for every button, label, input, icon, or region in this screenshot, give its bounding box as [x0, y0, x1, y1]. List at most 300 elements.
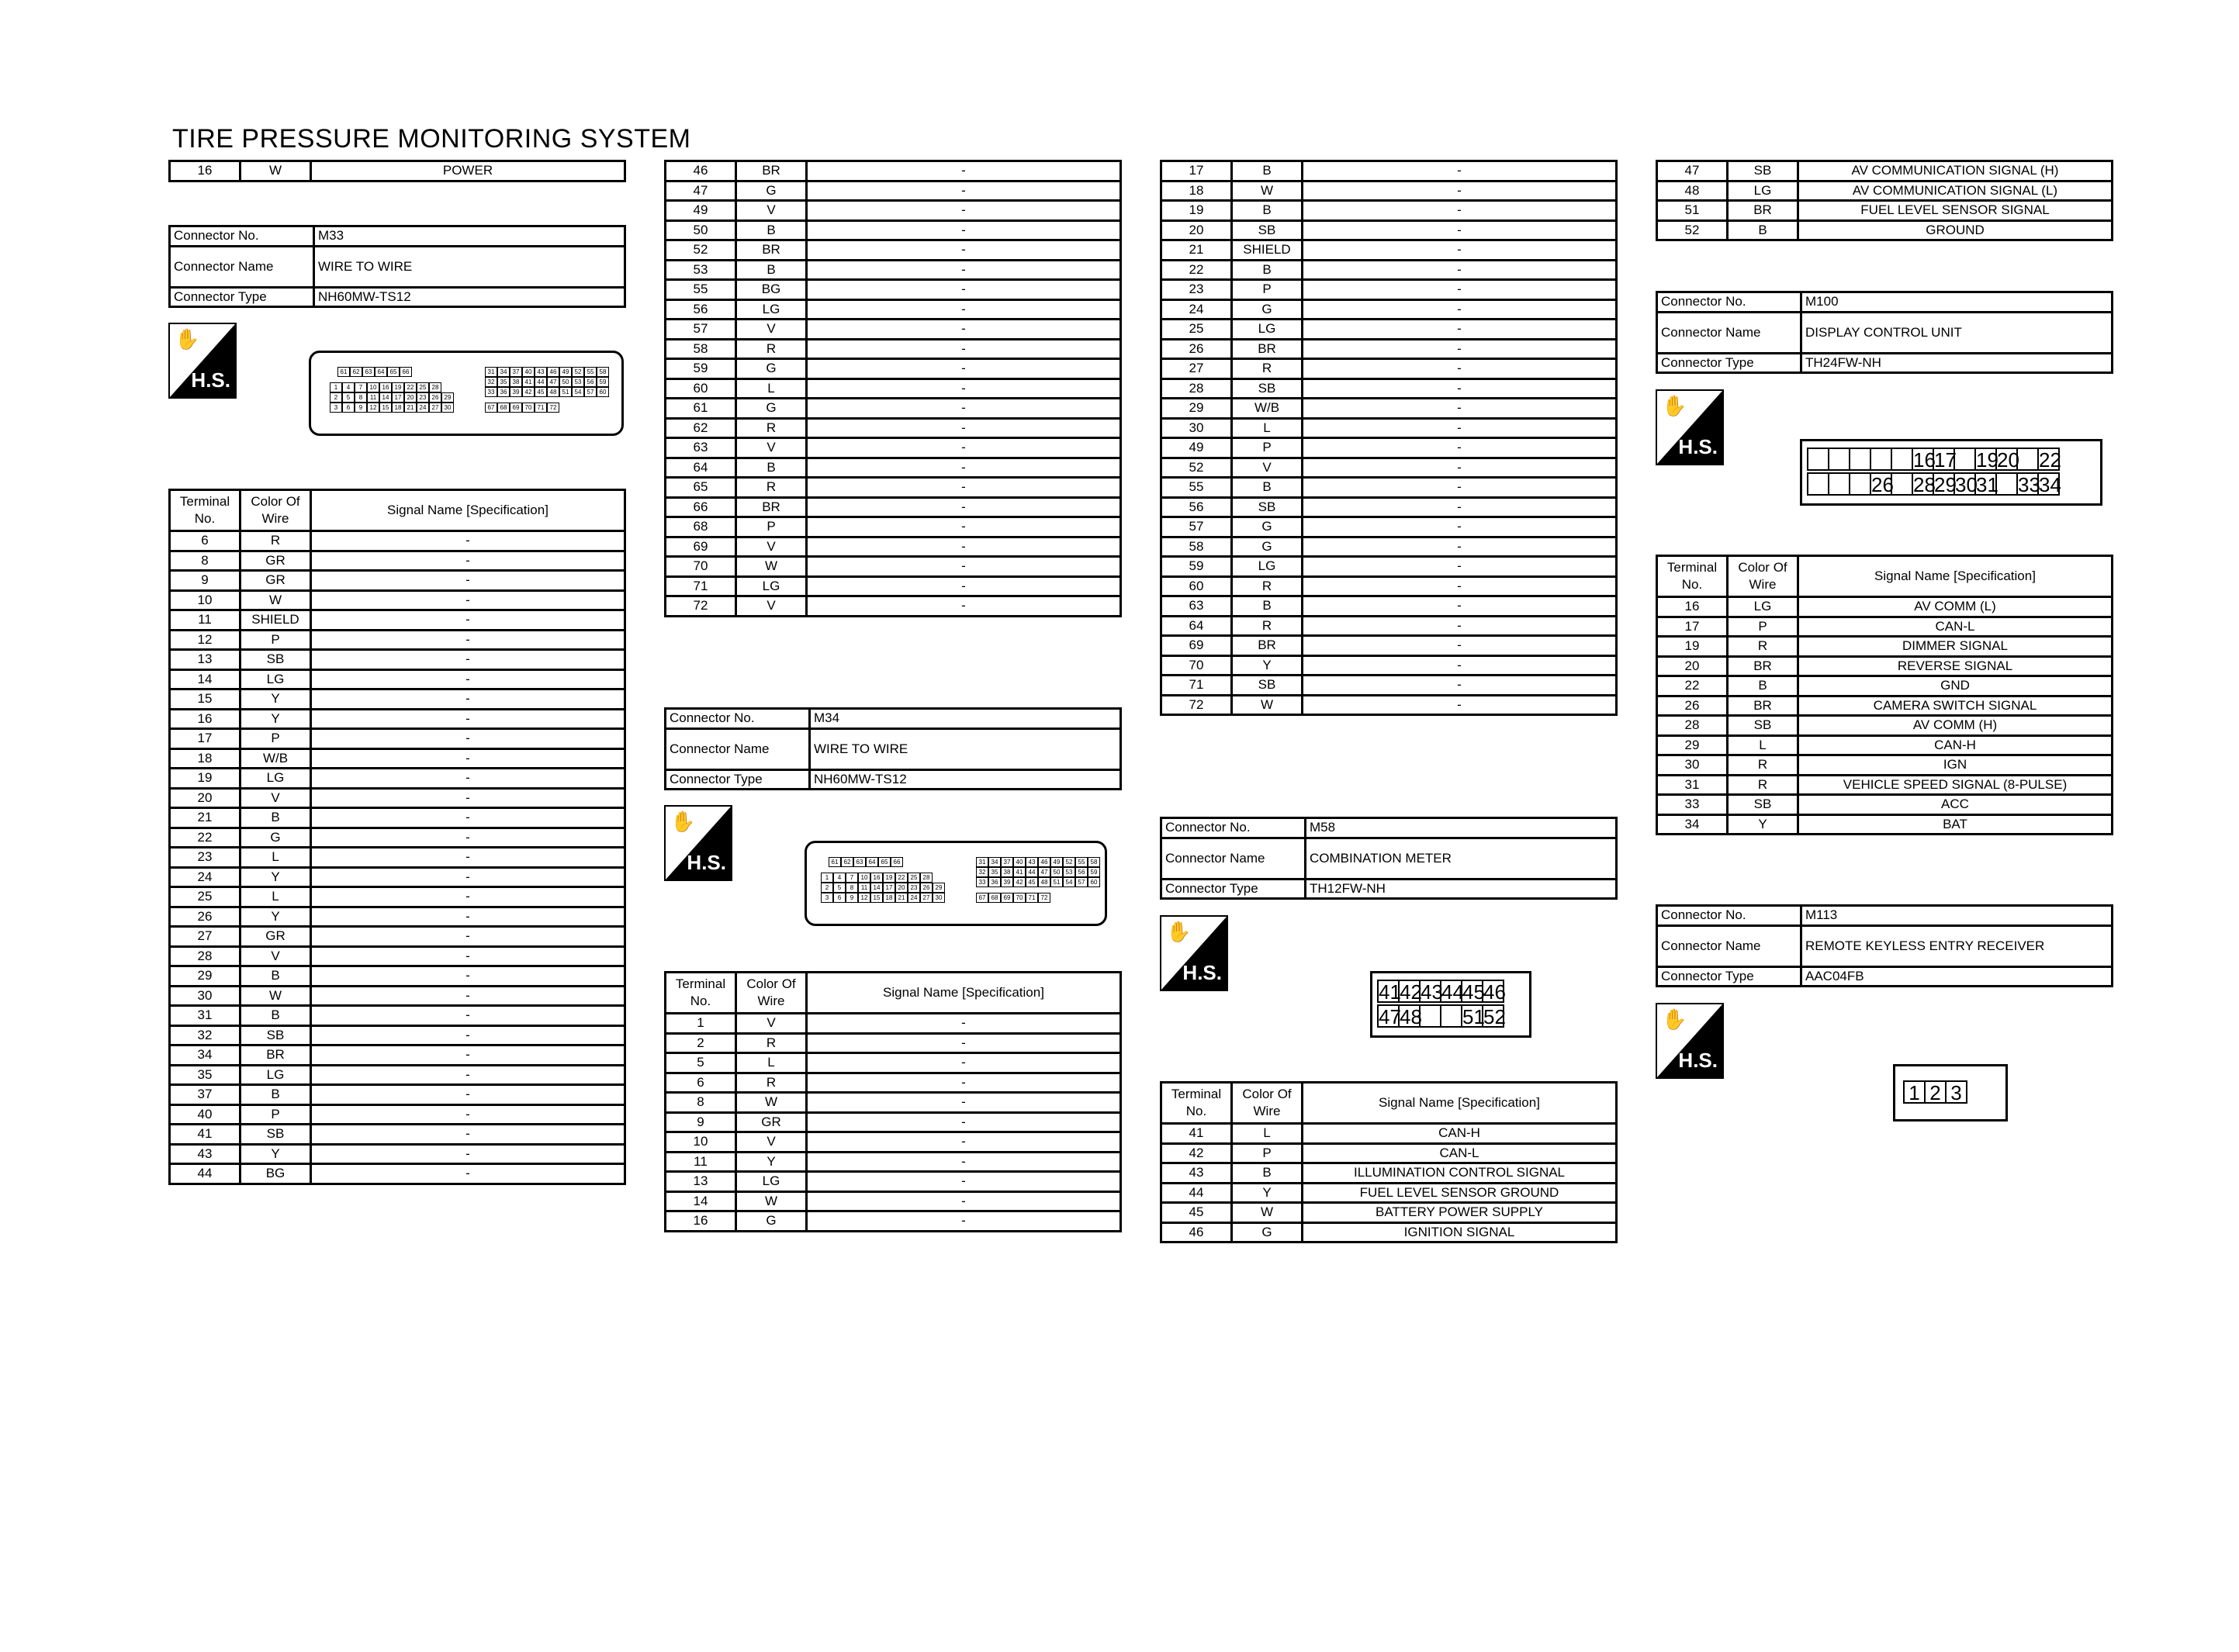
- signal-cell: -: [807, 201, 1121, 221]
- color-cell: GR: [241, 571, 311, 591]
- color-cell: G: [736, 399, 807, 419]
- connector-pin: 28: [429, 382, 441, 392]
- color-cell: R: [241, 531, 311, 551]
- connector-pin: [1440, 1004, 1462, 1028]
- connector-pin: 16: [870, 873, 883, 883]
- terminal-cell: 31: [1657, 775, 1728, 795]
- connector-pin: 62: [350, 367, 362, 377]
- connector-info-m100: [1656, 291, 2113, 374]
- signal-cell: -: [807, 1152, 1121, 1172]
- color-cell: V: [241, 788, 311, 808]
- color-cell: V: [736, 201, 807, 221]
- signal-cell: BATTERY POWER SUPPLY: [1303, 1203, 1617, 1223]
- color-cell: G: [1232, 517, 1303, 537]
- terminal-cell: 6: [170, 531, 241, 551]
- connector-pin: 64: [375, 367, 387, 377]
- table-row: [170, 1025, 625, 1045]
- connector-pin: 4: [833, 873, 846, 883]
- table-row: [170, 1164, 625, 1184]
- terminal-cell: 17: [170, 729, 241, 749]
- connector-pin: 3: [821, 893, 833, 903]
- table-row: [1657, 656, 2113, 676]
- color-cell: V: [1232, 458, 1303, 478]
- table-row: [666, 1033, 1121, 1053]
- connector-pin: [1807, 448, 1829, 471]
- connector-type-label: Connector Type: [666, 769, 810, 790]
- color-cell: Y: [1232, 1183, 1303, 1203]
- connector-pin: 44: [535, 377, 547, 387]
- table-row: [666, 438, 1121, 458]
- table-row: [1161, 1163, 1617, 1184]
- color-cell: BG: [736, 280, 807, 300]
- signal-cell: -: [311, 1125, 625, 1145]
- color-cell: L: [736, 378, 807, 399]
- terminal-cell: 57: [666, 320, 736, 340]
- connector-pin: 45: [1462, 980, 1485, 1004]
- table-row: [170, 650, 625, 670]
- connector-pin: 41: [1013, 867, 1026, 877]
- color-cell: BG: [241, 1164, 311, 1184]
- table-row: [666, 1112, 1121, 1132]
- table-row: [170, 927, 625, 947]
- table-row: [170, 669, 625, 689]
- color-cell: Y: [1232, 655, 1303, 676]
- color-cell: R: [736, 418, 807, 438]
- col-terminal: Terminal No.: [1161, 1083, 1232, 1124]
- table-row: [1161, 458, 1617, 478]
- connector-pin: 31: [485, 367, 497, 377]
- terminal-cell: 71: [666, 576, 736, 596]
- terminal-cell: 17: [1657, 617, 1728, 637]
- table-row: [666, 418, 1121, 438]
- connector-pin: 5: [833, 883, 846, 893]
- table-row: [1161, 378, 1617, 399]
- connector-pin: 58: [597, 367, 609, 377]
- table-row: [666, 557, 1121, 577]
- connector-pin: 4: [342, 382, 355, 392]
- table-row: [1657, 755, 2113, 776]
- terminal-cell: 68: [666, 517, 736, 537]
- signal-cell: -: [807, 1172, 1121, 1192]
- signal-cell: -: [1303, 478, 1617, 498]
- color-cell: W/B: [241, 748, 311, 769]
- table-row: [1161, 1222, 1617, 1242]
- terminal-cell: 33: [1657, 795, 1728, 815]
- table-row: [666, 339, 1121, 359]
- table-row: [666, 1073, 1121, 1093]
- connector-name-value: WIRE TO WIRE: [810, 728, 1121, 769]
- connector-pin: 35: [988, 867, 1001, 877]
- connector-pin: 56: [1075, 867, 1088, 877]
- table-row: [170, 551, 625, 571]
- terminal-cell: 56: [1161, 497, 1232, 517]
- table-row: [666, 458, 1121, 478]
- terminal-cell: 58: [666, 339, 736, 359]
- connector-info-m113: [1656, 904, 2113, 987]
- col-color: Color Of Wire: [736, 973, 807, 1014]
- connector-no-label: Connector No.: [170, 226, 314, 247]
- signal-cell: -: [1303, 220, 1617, 240]
- connector-pin: 22: [895, 873, 908, 883]
- terminal-cell: 62: [666, 418, 736, 438]
- color-cell: B: [1232, 201, 1303, 221]
- connector-pin: 41: [1379, 980, 1401, 1004]
- table-row: [666, 1211, 1121, 1232]
- color-cell: SB: [241, 1125, 311, 1145]
- connector-pin: 42: [1013, 877, 1026, 887]
- signal-cell: AV COMMUNICATION SIGNAL (L): [1798, 181, 2113, 201]
- connector-name-label: Connector Name: [1657, 312, 1801, 353]
- connector-pin: 72: [1038, 893, 1050, 903]
- connector-pin: [1891, 472, 1913, 496]
- terminal-cell: 22: [170, 828, 241, 848]
- table-row: [1161, 1203, 1617, 1223]
- connector-pin: 47: [1379, 1005, 1401, 1028]
- connector-pin: 64: [866, 857, 878, 867]
- table-row: [170, 689, 625, 710]
- connector-pin: 56: [584, 377, 597, 387]
- connector-pin: 67: [976, 893, 988, 903]
- connector-no-value: M33: [314, 226, 625, 247]
- terminal-cell: 22: [1161, 260, 1232, 280]
- color-cell: G: [736, 1211, 807, 1232]
- signal-cell: -: [807, 1132, 1121, 1153]
- terminal-cell: 10: [170, 590, 241, 610]
- table-row: [1161, 478, 1617, 498]
- signal-cell: -: [807, 339, 1121, 359]
- terminal-cell: 21: [1161, 240, 1232, 261]
- terminal-cell: 50: [666, 220, 736, 240]
- connector-name-value: REMOTE KEYLESS ENTRY RECEIVER: [1801, 925, 2113, 966]
- color-cell: B: [1232, 596, 1303, 617]
- connector-pin: 9: [355, 403, 367, 413]
- terminal-cell: 25: [1161, 320, 1232, 340]
- connector-pin: 15: [870, 893, 883, 903]
- connector-pin: 44: [1026, 867, 1038, 877]
- connector-no-value: M100: [1801, 292, 2113, 313]
- table-row: [1161, 161, 1617, 181]
- connector-pin: 51: [559, 387, 572, 397]
- connector-name-value: WIRE TO WIRE: [314, 246, 625, 287]
- connector-pin: 28: [1913, 473, 1936, 496]
- table-row: [170, 1085, 625, 1105]
- connector-pin: 2: [1924, 1080, 1947, 1104]
- color-cell: W: [1232, 695, 1303, 715]
- terminal-cell: 26: [1657, 696, 1728, 716]
- connector-pin: 26: [429, 392, 441, 403]
- connector-no-label: Connector No.: [1657, 906, 1801, 926]
- color-cell: SB: [241, 1025, 311, 1045]
- terminal-cell: 72: [666, 596, 736, 617]
- table-row: [1161, 220, 1617, 240]
- table-row: [1657, 795, 2113, 815]
- terminal-cell: 13: [666, 1172, 736, 1192]
- signal-cell: ILLUMINATION CONTROL SIGNAL: [1303, 1163, 1617, 1184]
- color-cell: V: [241, 946, 311, 966]
- table-row: [170, 1065, 625, 1085]
- terminal-cell: 49: [666, 201, 736, 221]
- connector-pin: 26: [920, 883, 933, 893]
- connector-pin: 58: [1088, 857, 1100, 867]
- table-row: [666, 240, 1121, 261]
- connector-pin: 37: [1001, 857, 1013, 867]
- terminal-cell: 71: [1161, 676, 1232, 696]
- connector-info-m34: [664, 707, 1122, 790]
- table-row: [1161, 418, 1617, 438]
- signal-cell: -: [1303, 299, 1617, 320]
- color-cell: BR: [241, 1045, 311, 1066]
- connector-name-value: DISPLAY CONTROL UNIT: [1801, 312, 2113, 353]
- signal-cell: -: [1303, 181, 1617, 201]
- terminal-cell: 59: [666, 359, 736, 379]
- terminal-cell: 53: [666, 260, 736, 280]
- color-cell: B: [1728, 220, 1798, 240]
- color-cell: W: [736, 1093, 807, 1113]
- connector-pin: 59: [1088, 867, 1100, 877]
- table-row: [170, 946, 625, 966]
- connector-face-m58: [1370, 971, 1531, 1038]
- connector-pin: 27: [429, 403, 441, 413]
- terminal-cell: 30: [1657, 755, 1728, 776]
- connector-pin: 50: [559, 377, 572, 387]
- terminal-cell: 8: [170, 551, 241, 571]
- color-cell: W: [1232, 181, 1303, 201]
- terminal-cell: 9: [170, 571, 241, 591]
- connector-pin: 45: [1026, 877, 1038, 887]
- color-cell: SHIELD: [1232, 240, 1303, 261]
- color-cell: GR: [241, 551, 311, 571]
- signal-cell: -: [1303, 399, 1617, 419]
- connector-pin: 47: [1038, 867, 1050, 877]
- connector-pin: 18: [392, 403, 404, 413]
- table-row: [1657, 676, 2113, 696]
- terminal-cell: 24: [1161, 299, 1232, 320]
- signal-cell: -: [1303, 438, 1617, 458]
- connector-pin: 38: [510, 377, 522, 387]
- signal-cell: -: [807, 299, 1121, 320]
- connector-pin: 26: [1871, 473, 1894, 496]
- terminal-cell: 28: [1161, 378, 1232, 399]
- connector-info-m58: [1160, 817, 1618, 900]
- signal-cell: -: [311, 808, 625, 828]
- connector-pin: 10: [858, 873, 870, 883]
- table-row: [666, 399, 1121, 419]
- connector-pin: 43: [1421, 980, 1443, 1004]
- color-cell: P: [241, 729, 311, 749]
- connector-no-value: M113: [1801, 906, 2113, 926]
- terminal-cell: 1: [666, 1014, 736, 1034]
- connector-pin: 51: [1462, 1005, 1485, 1028]
- signal-cell: -: [807, 418, 1121, 438]
- connector-pin: [2016, 448, 2039, 471]
- color-cell: LG: [736, 299, 807, 320]
- color-cell: Y: [241, 709, 311, 729]
- table-row: [666, 1132, 1121, 1153]
- connector-pin: 15: [379, 403, 392, 413]
- connector-face-m33: [309, 351, 624, 436]
- terminal-cell: 64: [1161, 616, 1232, 636]
- connector-type-label: Connector Type: [170, 287, 314, 307]
- color-cell: L: [241, 887, 311, 907]
- table-row: [1161, 676, 1617, 696]
- connector-pin: 48: [547, 387, 559, 397]
- terminal-cell: 23: [170, 848, 241, 868]
- terminal-cell: 5: [666, 1053, 736, 1073]
- signal-cell: GROUND: [1798, 220, 2113, 240]
- table-row: [1657, 735, 2113, 755]
- terminal-cell: 27: [1161, 359, 1232, 379]
- connector-pin: [1419, 1004, 1441, 1028]
- connector-pin: 17: [1934, 448, 1957, 472]
- connector-pin: 9: [846, 893, 858, 903]
- terminal-table-m100: [1656, 555, 2113, 835]
- connector-pin: 33: [485, 387, 497, 397]
- signal-cell: CAN-L: [1798, 617, 2113, 637]
- terminal-cell: 8: [666, 1093, 736, 1113]
- table-row: [170, 729, 625, 749]
- terminal-cell: 20: [170, 788, 241, 808]
- signal-cell: -: [807, 359, 1121, 379]
- signal-cell: -: [311, 887, 625, 907]
- connector-pin: 16: [1913, 448, 1936, 472]
- color-cell: R: [1232, 359, 1303, 379]
- terminal-cell: 15: [170, 689, 241, 710]
- table-row: [666, 1191, 1121, 1211]
- table-row: [1161, 596, 1617, 617]
- connector-pin: 46: [1038, 857, 1050, 867]
- connector-pin: 59: [597, 377, 609, 387]
- terminal-cell: 40: [170, 1104, 241, 1125]
- terminal-cell: 20: [1161, 220, 1232, 240]
- col-color: Color Of Wire: [241, 490, 311, 531]
- connector-pin: 65: [387, 367, 400, 377]
- table-row: [666, 596, 1121, 617]
- terminal-cell: 65: [666, 478, 736, 498]
- color-cell: BR: [1728, 201, 1798, 221]
- connector-pin: 50: [1050, 867, 1063, 877]
- connector-pin: 52: [572, 367, 584, 377]
- color-cell: G: [241, 828, 311, 848]
- color-cell: G: [1232, 299, 1303, 320]
- connector-name-label: Connector Name: [1161, 838, 1306, 879]
- connector-pin: 14: [870, 883, 883, 893]
- connector-pin: 10: [367, 382, 379, 392]
- connector-pin: 55: [1075, 857, 1088, 867]
- signal-cell: -: [311, 1085, 625, 1105]
- terminal-table-col2: [664, 160, 1122, 617]
- connector-pin: 61: [337, 367, 350, 377]
- connector-pin: 40: [1013, 857, 1026, 867]
- connector-pin: 49: [559, 367, 572, 377]
- connector-pin: 30: [441, 403, 454, 413]
- connector-pin: 8: [846, 883, 858, 893]
- table-row: [1657, 716, 2113, 736]
- table-row: [170, 986, 625, 1006]
- color-cell: W: [241, 161, 311, 181]
- table-row: [1161, 320, 1617, 340]
- color-cell: L: [1232, 1124, 1303, 1144]
- signal-cell: FUEL LEVEL SENSOR GROUND: [1303, 1183, 1617, 1203]
- signal-cell: -: [807, 260, 1121, 280]
- connector-pin: 67: [485, 403, 497, 413]
- connector-pin: [1807, 472, 1829, 496]
- color-cell: P: [1232, 280, 1303, 300]
- terminal-cell: 12: [170, 630, 241, 650]
- table-row: [1657, 814, 2113, 835]
- connector-pin: 57: [584, 387, 597, 397]
- table-row: [1657, 597, 2113, 617]
- connector-pin: 22: [2039, 448, 2061, 472]
- color-cell: B: [1232, 478, 1303, 498]
- connector-pin: 52: [1483, 1005, 1506, 1028]
- connector-pin: 47: [547, 377, 559, 387]
- table-row: [666, 320, 1121, 340]
- terminal-table-col4: [1656, 160, 2113, 241]
- connector-info-m33: [168, 225, 626, 308]
- color-cell: SB: [1728, 161, 1798, 181]
- terminal-cell: 52: [1161, 458, 1232, 478]
- connector-pin: 25: [908, 873, 920, 883]
- col-terminal: Terminal No.: [1657, 556, 1728, 597]
- connector-pin: 54: [572, 387, 584, 397]
- terminal-cell: 60: [666, 378, 736, 399]
- signal-cell: -: [311, 828, 625, 848]
- signal-cell: -: [807, 1191, 1121, 1211]
- connector-pin: 12: [367, 403, 379, 413]
- connector-pin: 60: [1088, 877, 1100, 887]
- col-terminal: Terminal No.: [170, 490, 241, 531]
- connector-pin: 53: [572, 377, 584, 387]
- color-cell: V: [736, 596, 807, 617]
- table-row: [1161, 636, 1617, 656]
- connector-type-label: Connector Type: [1657, 353, 1801, 373]
- connector-pin: 11: [367, 392, 379, 403]
- color-cell: R: [736, 1073, 807, 1093]
- connector-pin: 63: [853, 857, 866, 867]
- table-row: [666, 497, 1121, 517]
- signal-cell: -: [311, 630, 625, 650]
- signal-cell: -: [1303, 320, 1617, 340]
- color-cell: Y: [241, 907, 311, 927]
- signal-cell: -: [807, 1112, 1121, 1132]
- table-row: [1161, 557, 1617, 577]
- hs-icon: ✋ H.S.: [168, 323, 237, 399]
- connector-name-label: Connector Name: [170, 246, 314, 287]
- terminal-cell: 19: [1657, 637, 1728, 657]
- table-row: [170, 788, 625, 808]
- signal-cell: -: [807, 596, 1121, 617]
- connector-type-value: TH24FW-NH: [1801, 353, 2113, 373]
- table-row: [170, 590, 625, 610]
- connector-pin: 29: [441, 392, 454, 403]
- connector-pin: 24: [908, 893, 920, 903]
- connector-pin: 14: [379, 392, 392, 403]
- signal-cell: -: [311, 1104, 625, 1125]
- hs-icon: ✋ H.S.: [1656, 1003, 1724, 1079]
- table-row: [170, 1144, 625, 1164]
- color-cell: SB: [1232, 676, 1303, 696]
- table-row: [666, 181, 1121, 201]
- signal-cell: -: [311, 788, 625, 808]
- table-row: [666, 537, 1121, 557]
- terminal-cell: 29: [1657, 735, 1728, 755]
- signal-cell: -: [807, 537, 1121, 557]
- color-cell: W: [241, 590, 311, 610]
- terminal-cell: 46: [666, 161, 736, 181]
- table-row: [1161, 280, 1617, 300]
- color-cell: L: [736, 1053, 807, 1073]
- connector-pin: 6: [833, 893, 846, 903]
